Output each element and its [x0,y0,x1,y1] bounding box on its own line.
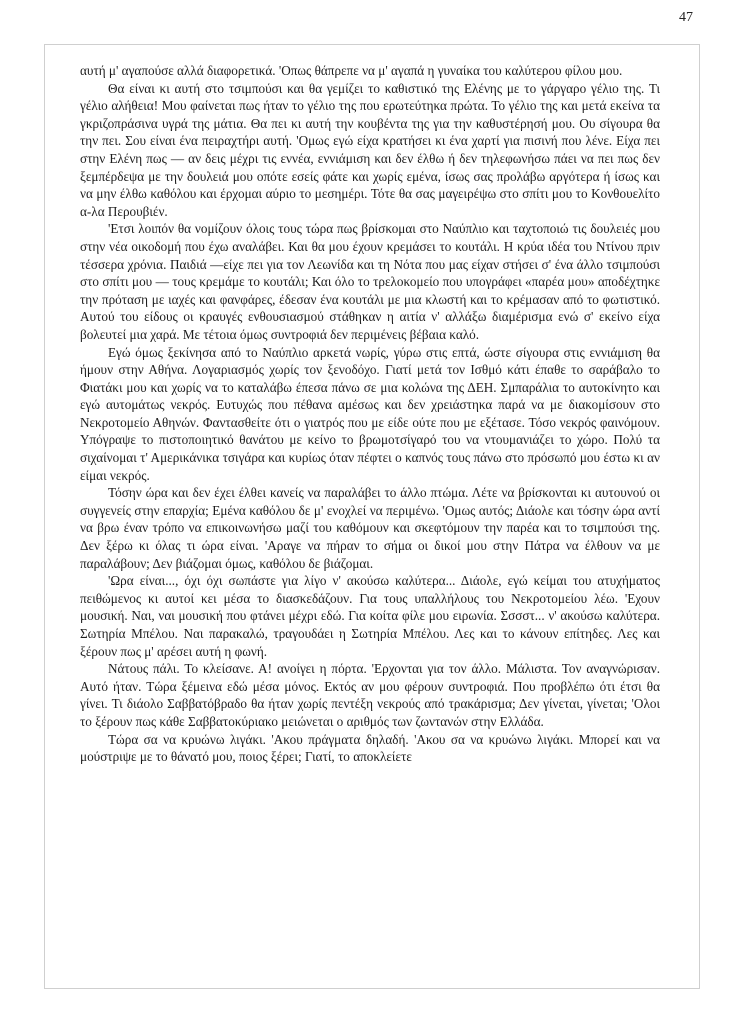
text-body [80,62,660,766]
paragraph: Τόσην ώρα και δεν έχει έλθει κανείς να παραλάβει το άλλο πτώμα. Λέτε να βρίσκονται κι αυτουνού οι συγγενείς στην επαρχία; Εμένα καθόλου δε μ' ενοχλεί να περιμένω. 'Ομως αυτός; Διάολε και τόσην ώρα αντί να βρω έναν τρόπο να επικοινωνήσω μαζί του καθόμουν και σκεφτόμουν την παρέα και το τσιμπούσι της. Δεν ξέρω κι όλας τι ώρα είναι. 'Αραγε να πήραν το σήμα οι δικοί μου στην Πάτρα να έλθουν να με παραλάβουν; Δεν βιάζομαι όμως, καθόλου δε βιάζομαι. [80,485,660,571]
paragraph: 'Ετσι λοιπόν θα νομίζουν όλοις τους τώρα πως βρίσκομαι στο Ναύπλιο και ταχτοποιώ τις δουλειές μου στην νέα οικοδομή που έχω αναλάβει. Και θα μου έχουν κρεμάσει το κουτάλι. Η κρύα ιδέα του Ντίνου πριν τέσσερα χρόνια. Παιδιά —είχε πει για τον Λεωνίδα και τη Νότα που μας είχαν στήσει σ' ένα άλλο τσιμπούσι στο σπίτι μου — τους κρεμάμε το κουτάλι; Και όλο το τρελοκομείο που υπογράφει «παρέα μου» αποδέχτηκε την πρόταση με ιαχές και φανφάρες, έδεσαν ένα κουτάλι με μια κλωστή και το κρέμασαν από το φωτιστικό. Αυτού του είδους οι κραυγές ενθουσιασμού στάθηκαν η αιτία ν' αλλάξω διαμέρισμα ενώ σ' εκείνο είχα βολευτεί μια χαρά. Με τέτοια όμως συντροφιά δεν περιμένεις βέβαια καλό. [80,221,660,342]
paragraph: 'Ωρα είναι..., όχι όχι σωπάστε για λίγο ν' ακούσω καλύτερα... Διάολε, εγώ κείμαι του ατυχήματος πειθώμενος κι αυτοί κει μέσα το διασκεδάζουν. Για τους υπαλλήλους του Νεκροτομείου λέω. 'Εχουν μουσική. Ναι, ναι μουσική που φτάνει μέχρι εδώ. Για κοίτα φίλε μου ειρωνία. Σσσστ... ν' ακούσω καλύτερα. Σωτηρία Μπέλου. Ναι παρακαλώ, τραγουδάει η Σωτηρία Μπέλου. Λες και το κάνουν επίτηδες. Λες και ξέρουν πως μ' αρέσει αυτή η φωνή. [80,573,660,659]
paragraph: Εγώ όμως ξεκίνησα από το Ναύπλιο αρκετά νωρίς, γύρω στις επτά, ώστε σίγουρα στις εννιάμιση θα ήμουν στην Αθήνα. Λογαριασμός χωρίς τον ξενοδόχο. Γιατί μετά τον Ισθμό κάτι έπαθε το σαράβαλο το Φιατάκι μου και χωρίς να το καταλάβω έπεσα πάνω σε μια κολώνα της ΔΕΗ. Σμπαράλια το αυτοκίνητο και εγώ αυτομάτως νεκρός. Ευτυχώς που πέθανα αμέσως και δεν χρειάστηκα παρά να με διακομίσουν στο Νεκροτομείο Αθηνών. Φαντασθείτε ότι ο γιατρός που με είδε ούτε που με εξέτασε. Τόσο νεκρός φαινόμουν. Υπόγραψε το πιστοποιητικό θανάτου με κείνο το βρωμοτσίγαρό του να ντουμανιάζει το χώρο. Πολύ τα σιχαίνομαι τ' Αμερικάνικα τσιγάρα και κυρίως όταν πέφτει ο καπνός τους πάνω στο πρόσωπό μου έστω κι αν είμαι νεκρός. [80,344,660,483]
paragraph: Τώρα σα να κρυώνω λιγάκι. 'Ακου πράγματα δηλαδή. 'Ακου σα να κρυώνω λιγάκι. Μπορεί και να μούστριψε με το θάνατό μου, ποιος ξέρει; Γιατί, το αποκλείετε [80,731,660,765]
paragraph: Νάτους πάλι. Το κλείσανε. Α! ανοίγει η πόρτα. 'Ερχονται για τον άλλο. Μάλιστα. Τον αναγνώρισαν. Αυτό ήταν. Τώρα ξέμεινα εδώ μέσα μόνος. Εκτός αν μου φέρουν συντροφιά. Που προβλέπω ότι έτσι θα γίνει. Τι διάολο Σαββατόβραδο θα ήταν χωρίς πεντέξη νεκρούς από τρακάρισμα; Δεν γίνεται, γίνεται; 'Ολοι το ξέρουν πως κάθε Σαββατοκύριακο μειώνεται ο αριθμός των ζωντανών στην Ελλάδα. [80,661,660,729]
page-number: 47 [679,10,693,25]
paragraph: αυτή μ' αγαπούσε αλλά διαφορετικά. 'Οπως θάπρεπε να μ' αγαπά η γυναίκα του καλύτερου φίλου μου. [80,63,623,78]
paragraph: Θα είναι κι αυτή στο τσιμπούσι και θα γεμίζει το καθιστικό της Ελένης με το γάργαρο γέλιο της. Τι γέλιο αλήθεια! Μου φαίνεται πως ήταν το γέλιο της που ερωτεύτηκα πρώτα. Το γέλιο της και μετά εκείνα τα γκριζοπράσινα υγρά της μάτια. Θα πει κι αυτή την κουβέντα της για την καθυστέρησή μου. Ου σίγουρα θα την πει. Σου είναι ένα πειραχτήρι αυτή. 'Ομως εγώ είχα κρατήσει κι ένα χαρτί για πισινή που λένε. Είχα πει στην Ελένη πως — αν δεις μέχρι τις εννέα, εννιάμιση και δεν έλθω ή δεν τηλεφωνήσω πάει να πει πως δεν ξεμπέρδεψα με την δουλειά μου οπότε εσείς φάτε και χωρίς εμένα, ίσως σας προλάβω αργότερα ή ίσως και να μην έλθω καθόλου και έρχομαι αύριο το μεσημέρι. Τότε θα σας μαγειρέψω στο σπίτι μου το Κονθουελίτο α-λα Περουβιέν. [80,80,660,219]
